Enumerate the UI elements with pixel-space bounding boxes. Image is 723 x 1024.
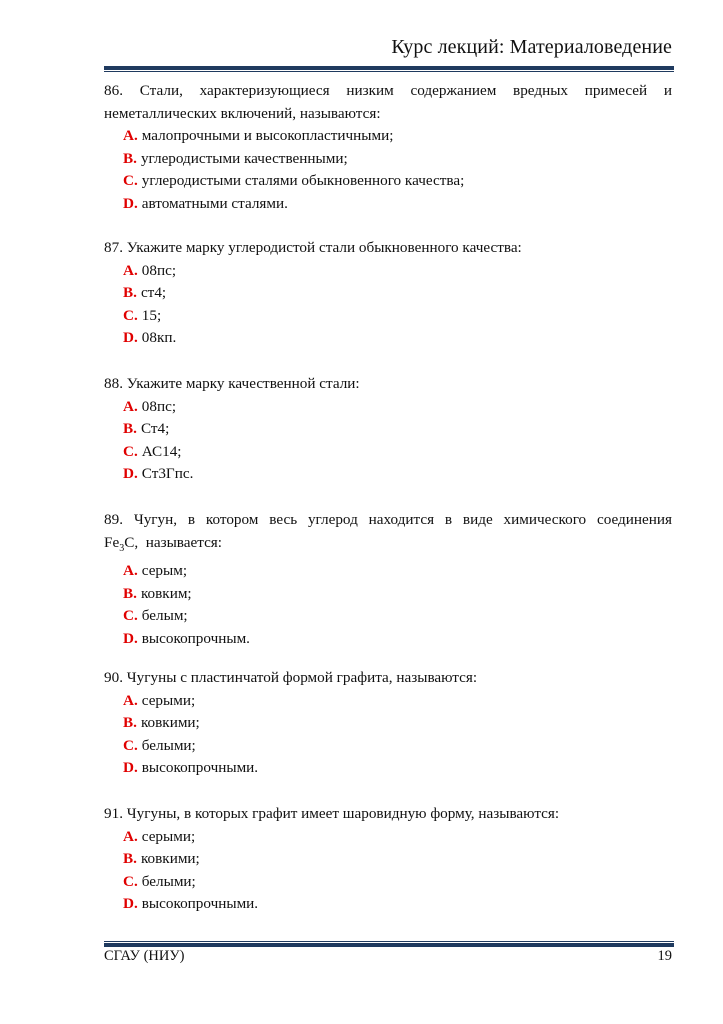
answer-option[interactable]: A. 08пс;: [123, 261, 177, 279]
answer-option[interactable]: B. ст4;: [123, 284, 167, 301]
answer-options: [104, 260, 672, 350]
answer-option[interactable]: C. белыми;: [123, 736, 196, 754]
footer-institution: СГАУ (НИУ): [104, 948, 185, 964]
answer-option[interactable]: C. АС14;: [123, 442, 182, 460]
answer-option[interactable]: C. белыми;: [123, 872, 196, 890]
answer-option[interactable]: C. 15;: [123, 306, 162, 324]
answer-option[interactable]: D. высокопрочными.: [123, 759, 259, 776]
answer-option[interactable]: A. серыми;: [123, 691, 196, 709]
page-header-title: Курс лекций: Материаловедение: [391, 36, 672, 58]
answer-option[interactable]: D. высокопрочными.: [123, 895, 259, 912]
footer-divider: [104, 943, 674, 947]
question-88: [104, 373, 672, 486]
question-87: [104, 237, 672, 350]
question-86: [104, 80, 672, 215]
chemical-formula: $Fe_3C$,: [104, 533, 139, 554]
question-text: 87. Укажите марку углеродистой стали обыкновенного качества:: [104, 239, 522, 256]
question-text: 91. Чугуны, в которых графит имеет шаровидную форму, называются:: [104, 805, 560, 822]
answer-option[interactable]: B. ковким;: [123, 584, 192, 602]
answer-option[interactable]: D. автоматными сталями.: [123, 194, 288, 212]
answer-option[interactable]: D. Ст3Гпс.: [123, 465, 194, 482]
header-divider: [104, 66, 674, 70]
answer-option[interactable]: B. углеродистыми качественными;: [123, 149, 348, 167]
question-89: [104, 509, 672, 650]
question-90: [104, 667, 672, 780]
answer-option[interactable]: A. серыми;: [123, 827, 196, 845]
answer-option[interactable]: B. ковкими;: [123, 714, 200, 731]
answer-option[interactable]: B. Ст4;: [123, 420, 170, 437]
answer-option[interactable]: D. высокопрочным.: [123, 629, 250, 647]
page-number: 19: [657, 948, 672, 964]
question-text: 89. Чугун, в котором весь углерод находится в виде химического соединения: [104, 511, 673, 528]
answer-option[interactable]: A. 08пс;: [123, 397, 177, 415]
answer-options: [104, 560, 672, 650]
answer-option[interactable]: D. 08кп.: [123, 329, 177, 346]
header-divider-thin: [104, 71, 674, 72]
answer-option[interactable]: A. малопрочными и высокопластичными;: [123, 127, 394, 144]
answer-options: [104, 690, 672, 780]
question-text: 90. Чугуны с пластинчатой формой графита, называются:: [104, 669, 478, 686]
question-text: 86. Стали, характеризующиеся низким содержанием вредных примесей и: [104, 82, 672, 99]
answer-option[interactable]: C. углеродистыми сталями обыкновенного качества;: [123, 172, 465, 189]
question-text: 88. Укажите марку качественной стали:: [104, 375, 360, 392]
answer-options: [104, 125, 672, 215]
answer-options: [104, 396, 672, 486]
answer-options: [104, 826, 672, 916]
answer-option[interactable]: C. белым;: [123, 607, 188, 625]
question-text-continuation: неметаллических включений, называются:: [104, 104, 381, 122]
footer-divider-thin: [104, 941, 674, 942]
answer-option[interactable]: B. ковкими;: [123, 850, 200, 867]
answer-option[interactable]: A. серым;: [123, 562, 188, 580]
question-91: [104, 803, 672, 916]
question-text-continuation: $Fe_3C$, называется:: [104, 533, 223, 554]
